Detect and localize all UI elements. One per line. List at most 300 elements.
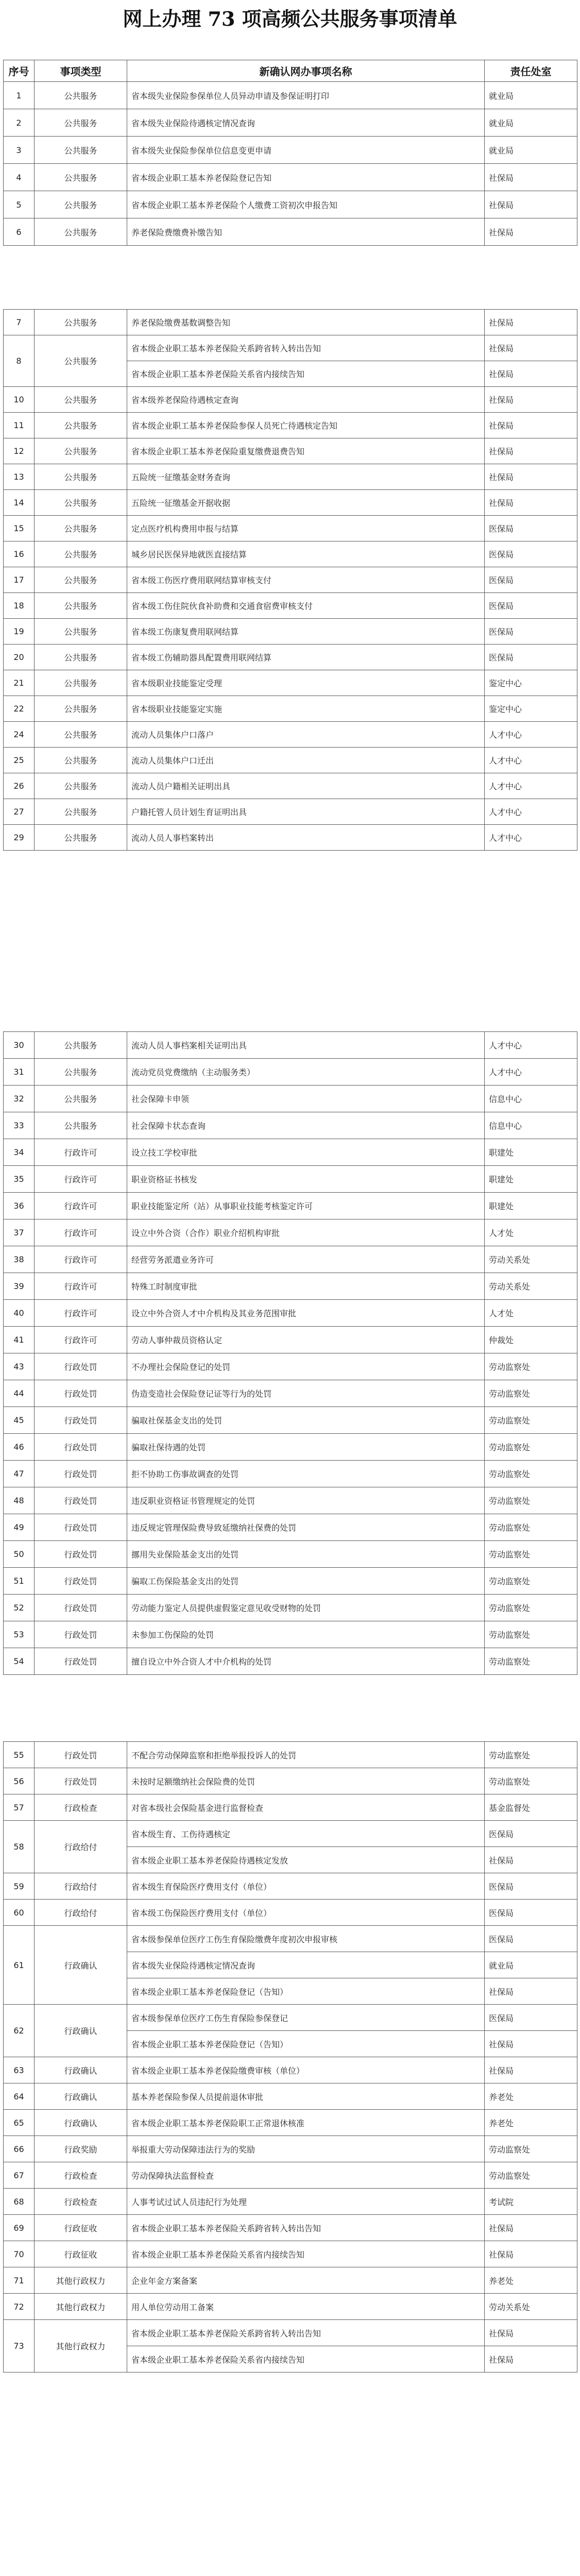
item-name: 养老保险缴费基数调整告知 bbox=[127, 310, 485, 335]
row-number: 19 bbox=[4, 619, 35, 645]
table-row bbox=[4, 2320, 577, 2346]
table-row bbox=[4, 1541, 577, 1568]
table-row bbox=[4, 1300, 577, 1327]
items-table-section bbox=[3, 60, 577, 246]
item-name: 不办理社会保险登记的处罚 bbox=[127, 1353, 485, 1380]
row-number: 58 bbox=[4, 1821, 35, 1873]
item-type: 公共服务 bbox=[35, 82, 127, 109]
responsible-dept: 信息中心 bbox=[485, 1086, 577, 1112]
row-number: 35 bbox=[4, 1166, 35, 1193]
item-type: 其他行政权力 bbox=[35, 2267, 127, 2294]
item-name: 省本级企业职工基本养老保险关系跨省转入转出告知 bbox=[127, 2320, 485, 2346]
table-row bbox=[4, 1112, 577, 1139]
table-row bbox=[4, 1353, 577, 1380]
responsible-dept: 社保局 bbox=[485, 2057, 577, 2083]
item-type: 公共服务 bbox=[35, 109, 127, 137]
row-number: 55 bbox=[4, 1742, 35, 1768]
responsible-dept: 劳动监察处 bbox=[485, 1595, 577, 1621]
item-name: 基本养老保险参保人员提前退休审批 bbox=[127, 2083, 485, 2110]
responsible-dept: 医保局 bbox=[485, 2005, 577, 2031]
responsible-dept: 劳动监察处 bbox=[485, 1742, 577, 1768]
item-type: 公共服务 bbox=[35, 593, 127, 619]
responsible-dept: 社保局 bbox=[485, 310, 577, 335]
row-number: 59 bbox=[4, 1873, 35, 1900]
table-row bbox=[4, 109, 577, 137]
row-number: 27 bbox=[4, 799, 35, 825]
row-number: 13 bbox=[4, 464, 35, 490]
item-type: 公共服务 bbox=[35, 773, 127, 799]
item-name: 未参加工伤保险的处罚 bbox=[127, 1621, 485, 1648]
table-row bbox=[4, 799, 577, 825]
item-type: 行政确认 bbox=[35, 2057, 127, 2083]
responsible-dept: 鉴定中心 bbox=[485, 696, 577, 722]
item-type: 行政许可 bbox=[35, 1246, 127, 1273]
responsible-dept: 社保局 bbox=[485, 413, 577, 438]
table-row bbox=[4, 2215, 577, 2241]
item-type: 公共服务 bbox=[35, 748, 127, 773]
row-number: 36 bbox=[4, 1193, 35, 1219]
table-row bbox=[4, 82, 577, 109]
row-number: 32 bbox=[4, 1086, 35, 1112]
row-number: 73 bbox=[4, 2320, 35, 2372]
table-row bbox=[4, 2189, 577, 2215]
item-name: 社会保障卡状态查询 bbox=[127, 1112, 485, 1139]
item-name: 养老保险费缴费补缴告知 bbox=[127, 218, 485, 246]
item-name: 劳动保障执法监督检查 bbox=[127, 2162, 485, 2189]
responsible-dept: 劳动监察处 bbox=[485, 2136, 577, 2162]
responsible-dept: 劳动监察处 bbox=[485, 1541, 577, 1568]
item-type: 行政处罚 bbox=[35, 1514, 127, 1541]
row-number: 5 bbox=[4, 191, 35, 218]
responsible-dept: 社保局 bbox=[485, 387, 577, 413]
item-type: 公共服务 bbox=[35, 1086, 127, 1112]
item-name: 不配合劳动保障监察和拒绝举报投诉人的处罚 bbox=[127, 1742, 485, 1768]
responsible-dept: 人才中心 bbox=[485, 799, 577, 825]
item-type: 行政给付 bbox=[35, 1873, 127, 1900]
table-row bbox=[4, 2110, 577, 2136]
item-type: 公共服务 bbox=[35, 645, 127, 670]
table-row bbox=[4, 1273, 577, 1300]
item-name: 省本级养老保险待遇核定查询 bbox=[127, 387, 485, 413]
table-row bbox=[4, 645, 577, 670]
responsible-dept: 职建处 bbox=[485, 1166, 577, 1193]
table-row bbox=[4, 1873, 577, 1900]
row-number: 50 bbox=[4, 1541, 35, 1568]
item-name: 设立中外合资人才中介机构及其业务范围审批 bbox=[127, 1300, 485, 1327]
item-name: 违反职业资格证书管理规定的处罚 bbox=[127, 1487, 485, 1514]
item-type: 行政确认 bbox=[35, 2083, 127, 2110]
row-number: 56 bbox=[4, 1768, 35, 1794]
row-number: 3 bbox=[4, 137, 35, 164]
table-row bbox=[4, 137, 577, 164]
responsible-dept: 劳动监察处 bbox=[485, 1768, 577, 1794]
responsible-dept: 劳动监察处 bbox=[485, 1353, 577, 1380]
item-type: 公共服务 bbox=[35, 310, 127, 335]
table-row bbox=[4, 1487, 577, 1514]
responsible-dept: 医保局 bbox=[485, 1900, 577, 1926]
row-number: 62 bbox=[4, 2005, 35, 2057]
item-name: 省本级参保单位医疗工伤生育保险缴费年度初次申报审核 bbox=[127, 1926, 485, 1952]
item-type: 行政许可 bbox=[35, 1193, 127, 1219]
item-name: 定点医疗机构费用申报与结算 bbox=[127, 516, 485, 541]
item-name: 省本级参保单位医疗工伤生育保险参保登记 bbox=[127, 2005, 485, 2031]
table-row bbox=[4, 2162, 577, 2189]
item-type: 行政许可 bbox=[35, 1219, 127, 1246]
table-row bbox=[4, 1900, 577, 1926]
responsible-dept: 职建处 bbox=[485, 1139, 577, 1166]
row-number: 34 bbox=[4, 1139, 35, 1166]
table-row bbox=[4, 2267, 577, 2294]
item-type: 行政处罚 bbox=[35, 1541, 127, 1568]
table-row bbox=[4, 1193, 577, 1219]
responsible-dept: 劳动监察处 bbox=[485, 1407, 577, 1434]
item-name: 职业技能鉴定所（站）从事职业技能考核鉴定许可 bbox=[127, 1193, 485, 1219]
row-number: 8 bbox=[4, 335, 35, 387]
item-name: 省本级工伤康复费用联网结算 bbox=[127, 619, 485, 645]
item-name: 省本级企业职工基本养老保险缴费审核（单位） bbox=[127, 2057, 485, 2083]
table-row bbox=[4, 1166, 577, 1193]
table-row bbox=[4, 670, 577, 696]
table-row bbox=[4, 2241, 577, 2267]
item-name: 社会保障卡申领 bbox=[127, 1086, 485, 1112]
item-name: 城乡居民医保异地就医直接结算 bbox=[127, 541, 485, 567]
table-row bbox=[4, 2057, 577, 2083]
row-number: 66 bbox=[4, 2136, 35, 2162]
row-number: 6 bbox=[4, 218, 35, 246]
row-number: 24 bbox=[4, 722, 35, 748]
responsible-dept: 医保局 bbox=[485, 593, 577, 619]
table-row bbox=[4, 164, 577, 191]
row-number: 46 bbox=[4, 1434, 35, 1461]
item-type: 行政处罚 bbox=[35, 1353, 127, 1380]
table-row bbox=[4, 1568, 577, 1595]
table-row bbox=[4, 1648, 577, 1675]
item-type: 公共服务 bbox=[35, 722, 127, 748]
table-row bbox=[4, 335, 577, 361]
item-name: 省本级企业职工基本养老保险待遇核定发放 bbox=[127, 1847, 485, 1873]
item-name: 企业年金方案备案 bbox=[127, 2267, 485, 2294]
item-name: 违反规定管理保险费导致延缴纳社保费的处罚 bbox=[127, 1514, 485, 1541]
item-type: 公共服务 bbox=[35, 567, 127, 593]
responsible-dept: 仲裁处 bbox=[485, 1327, 577, 1353]
row-number: 39 bbox=[4, 1273, 35, 1300]
item-type: 行政征收 bbox=[35, 2215, 127, 2241]
header-name: 新确认网办事项名称 bbox=[127, 60, 485, 82]
table-row bbox=[4, 490, 577, 516]
item-name: 设立技工学校审批 bbox=[127, 1139, 485, 1166]
responsible-dept: 人才中心 bbox=[485, 1032, 577, 1059]
item-type: 行政检查 bbox=[35, 1794, 127, 1821]
responsible-dept: 医保局 bbox=[485, 1926, 577, 1952]
responsible-dept: 社保局 bbox=[485, 2320, 577, 2346]
item-type: 行政处罚 bbox=[35, 1568, 127, 1595]
row-number: 43 bbox=[4, 1353, 35, 1380]
row-number: 33 bbox=[4, 1112, 35, 1139]
row-number: 44 bbox=[4, 1380, 35, 1407]
row-number: 30 bbox=[4, 1032, 35, 1059]
responsible-dept: 劳动监察处 bbox=[485, 1380, 577, 1407]
item-name: 挪用失业保险基金支出的处罚 bbox=[127, 1541, 485, 1568]
item-name: 流动人员人事档案转出 bbox=[127, 825, 485, 851]
item-name: 流动党员党费缴纳（主动服务类） bbox=[127, 1059, 485, 1086]
responsible-dept: 基金监督处 bbox=[485, 1794, 577, 1821]
responsible-dept: 劳动关系处 bbox=[485, 1273, 577, 1300]
table-row bbox=[4, 464, 577, 490]
responsible-dept: 劳动监察处 bbox=[485, 1514, 577, 1541]
responsible-dept: 就业局 bbox=[485, 109, 577, 137]
row-number: 52 bbox=[4, 1595, 35, 1621]
item-type: 公共服务 bbox=[35, 696, 127, 722]
row-number: 4 bbox=[4, 164, 35, 191]
table-row bbox=[4, 1821, 577, 1847]
responsible-dept: 养老处 bbox=[485, 2083, 577, 2110]
responsible-dept: 医保局 bbox=[485, 567, 577, 593]
item-name: 省本级生育保险医疗费用支付（单位） bbox=[127, 1873, 485, 1900]
table-row bbox=[4, 1380, 577, 1407]
item-type: 行政许可 bbox=[35, 1327, 127, 1353]
responsible-dept: 人才中心 bbox=[485, 748, 577, 773]
table-row bbox=[4, 413, 577, 438]
item-type: 行政确认 bbox=[35, 1926, 127, 2005]
table-row bbox=[4, 619, 577, 645]
item-name: 省本级工伤医疗费用联网结算审核支付 bbox=[127, 567, 485, 593]
item-name: 伪造变造社会保险登记证等行为的处罚 bbox=[127, 1380, 485, 1407]
item-name: 省本级职业技能鉴定受理 bbox=[127, 670, 485, 696]
row-number: 12 bbox=[4, 438, 35, 464]
responsible-dept: 社保局 bbox=[485, 164, 577, 191]
row-number: 21 bbox=[4, 670, 35, 696]
table-row bbox=[4, 773, 577, 799]
row-number: 11 bbox=[4, 413, 35, 438]
responsible-dept: 医保局 bbox=[485, 1821, 577, 1847]
responsible-dept: 人才中心 bbox=[485, 722, 577, 748]
item-name: 骗取社保基金支出的处罚 bbox=[127, 1407, 485, 1434]
item-type: 行政处罚 bbox=[35, 1621, 127, 1648]
item-name: 用人单位劳动用工备案 bbox=[127, 2294, 485, 2320]
item-type: 行政处罚 bbox=[35, 1487, 127, 1514]
item-type: 公共服务 bbox=[35, 516, 127, 541]
header-no: 序号 bbox=[4, 60, 35, 82]
item-type: 行政处罚 bbox=[35, 1648, 127, 1675]
item-name: 骗取工伤保险基金支出的处罚 bbox=[127, 1568, 485, 1595]
table-row bbox=[4, 1461, 577, 1487]
table-row bbox=[4, 1621, 577, 1648]
row-number: 29 bbox=[4, 825, 35, 851]
row-number: 67 bbox=[4, 2162, 35, 2189]
item-name: 未按时足额缴纳社会保险费的处罚 bbox=[127, 1768, 485, 1794]
table-row bbox=[4, 2136, 577, 2162]
row-number: 41 bbox=[4, 1327, 35, 1353]
responsible-dept: 社保局 bbox=[485, 490, 577, 516]
row-number: 54 bbox=[4, 1648, 35, 1675]
item-name: 省本级企业职工基本养老保险关系跨省转入转出告知 bbox=[127, 2215, 485, 2241]
table-row bbox=[4, 1742, 577, 1768]
table-row bbox=[4, 1059, 577, 1086]
row-number: 18 bbox=[4, 593, 35, 619]
item-type: 行政处罚 bbox=[35, 1742, 127, 1768]
table-row bbox=[4, 1086, 577, 1112]
table-header-row bbox=[4, 60, 577, 82]
item-type: 行政处罚 bbox=[35, 1380, 127, 1407]
row-number: 31 bbox=[4, 1059, 35, 1086]
item-type: 行政处罚 bbox=[35, 1461, 127, 1487]
item-type: 公共服务 bbox=[35, 1032, 127, 1059]
item-type: 行政奖励 bbox=[35, 2136, 127, 2162]
responsible-dept: 社保局 bbox=[485, 2241, 577, 2267]
item-type: 公共服务 bbox=[35, 191, 127, 218]
item-name: 省本级工伤住院伙食补助费和交通食宿费审核支付 bbox=[127, 593, 485, 619]
row-number: 69 bbox=[4, 2215, 35, 2241]
item-type: 行政许可 bbox=[35, 1273, 127, 1300]
responsible-dept: 劳动监察处 bbox=[485, 1648, 577, 1675]
item-name: 省本级企业职工基本养老保险关系省内接续告知 bbox=[127, 2241, 485, 2267]
item-type: 行政处罚 bbox=[35, 1595, 127, 1621]
row-number: 61 bbox=[4, 1926, 35, 2005]
responsible-dept: 就业局 bbox=[485, 82, 577, 109]
row-number: 47 bbox=[4, 1461, 35, 1487]
item-type: 公共服务 bbox=[35, 387, 127, 413]
row-number: 51 bbox=[4, 1568, 35, 1595]
responsible-dept: 人才中心 bbox=[485, 825, 577, 851]
responsible-dept: 劳动关系处 bbox=[485, 2294, 577, 2320]
item-type: 公共服务 bbox=[35, 164, 127, 191]
item-name: 省本级企业职工基本养老保险登记（告知） bbox=[127, 1978, 485, 2005]
table-row bbox=[4, 1514, 577, 1541]
item-name: 流动人员人事档案相关证明出具 bbox=[127, 1032, 485, 1059]
item-name: 举报重大劳动保障违法行为的奖励 bbox=[127, 2136, 485, 2162]
responsible-dept: 医保局 bbox=[485, 541, 577, 567]
responsible-dept: 就业局 bbox=[485, 1952, 577, 1978]
responsible-dept: 人才处 bbox=[485, 1300, 577, 1327]
item-name: 设立中外合资（合作）职业介绍机构审批 bbox=[127, 1219, 485, 1246]
row-number: 17 bbox=[4, 567, 35, 593]
row-number: 57 bbox=[4, 1794, 35, 1821]
item-name: 省本级企业职工基本养老保险关系省内接续告知 bbox=[127, 2346, 485, 2372]
item-name: 职业资格证书核发 bbox=[127, 1166, 485, 1193]
row-number: 68 bbox=[4, 2189, 35, 2215]
table-row bbox=[4, 191, 577, 218]
item-name: 省本级失业保险待遇核定情况查询 bbox=[127, 1952, 485, 1978]
item-type: 行政给付 bbox=[35, 1900, 127, 1926]
table-row bbox=[4, 1595, 577, 1621]
responsible-dept: 社保局 bbox=[485, 464, 577, 490]
header-type: 事项类型 bbox=[35, 60, 127, 82]
row-number: 10 bbox=[4, 387, 35, 413]
responsible-dept: 劳动监察处 bbox=[485, 1621, 577, 1648]
item-name: 户籍托管人员计划生育证明出具 bbox=[127, 799, 485, 825]
table-row bbox=[4, 1926, 577, 1952]
item-type: 行政处罚 bbox=[35, 1434, 127, 1461]
item-name: 省本级企业职工基本养老保险登记（告知） bbox=[127, 2031, 485, 2057]
item-name: 省本级企业职工基本养老保险关系跨省转入转出告知 bbox=[127, 335, 485, 361]
items-table-section bbox=[3, 1031, 577, 1675]
item-type: 行政许可 bbox=[35, 1139, 127, 1166]
item-type: 公共服务 bbox=[35, 670, 127, 696]
item-name: 流动人员集体户口迁出 bbox=[127, 748, 485, 773]
row-number: 26 bbox=[4, 773, 35, 799]
item-type: 公共服务 bbox=[35, 218, 127, 246]
item-type: 公共服务 bbox=[35, 137, 127, 164]
table-row bbox=[4, 438, 577, 464]
items-table-section bbox=[3, 1741, 577, 2372]
row-number: 48 bbox=[4, 1487, 35, 1514]
table-row bbox=[4, 1794, 577, 1821]
responsible-dept: 社保局 bbox=[485, 2031, 577, 2057]
item-name: 省本级失业保险参保单位人员异动申请及参保证明打印 bbox=[127, 82, 485, 109]
row-number: 7 bbox=[4, 310, 35, 335]
responsible-dept: 劳动监察处 bbox=[485, 1461, 577, 1487]
item-type: 公共服务 bbox=[35, 1059, 127, 1086]
item-name: 省本级工伤保险医疗费用支付（单位） bbox=[127, 1900, 485, 1926]
table-row bbox=[4, 567, 577, 593]
row-number: 65 bbox=[4, 2110, 35, 2136]
item-name: 拒不协助工伤事故调查的处罚 bbox=[127, 1461, 485, 1487]
table-row bbox=[4, 1032, 577, 1059]
items-table-section bbox=[3, 309, 577, 851]
item-type: 公共服务 bbox=[35, 619, 127, 645]
table-row bbox=[4, 696, 577, 722]
table-row bbox=[4, 2005, 577, 2031]
row-number: 2 bbox=[4, 109, 35, 137]
row-number: 71 bbox=[4, 2267, 35, 2294]
item-type: 公共服务 bbox=[35, 438, 127, 464]
row-number: 64 bbox=[4, 2083, 35, 2110]
item-type: 其他行政权力 bbox=[35, 2320, 127, 2372]
table-row bbox=[4, 1768, 577, 1794]
responsible-dept: 人才处 bbox=[485, 1219, 577, 1246]
responsible-dept: 医保局 bbox=[485, 516, 577, 541]
item-name: 劳动能力鉴定人员提供虚假鉴定意见收受财物的处罚 bbox=[127, 1595, 485, 1621]
item-type: 公共服务 bbox=[35, 1112, 127, 1139]
item-name: 省本级企业职工基本养老保险参保人员死亡待遇核定告知 bbox=[127, 413, 485, 438]
responsible-dept: 劳动监察处 bbox=[485, 1487, 577, 1514]
item-name: 人事考试过试人员违纪行为处理 bbox=[127, 2189, 485, 2215]
item-name: 省本级企业职工基本养老保险登记告知 bbox=[127, 164, 485, 191]
row-number: 20 bbox=[4, 645, 35, 670]
responsible-dept: 社保局 bbox=[485, 2346, 577, 2372]
item-name: 流动人员集体户口落户 bbox=[127, 722, 485, 748]
item-name: 省本级失业保险待遇核定情况查询 bbox=[127, 109, 485, 137]
row-number: 45 bbox=[4, 1407, 35, 1434]
item-name: 省本级工伤辅助器具配置费用联网结算 bbox=[127, 645, 485, 670]
table-row bbox=[4, 387, 577, 413]
item-type: 行政许可 bbox=[35, 1300, 127, 1327]
item-type: 行政给付 bbox=[35, 1821, 127, 1873]
item-name: 省本级企业职工基本养老保险职工正常退休核准 bbox=[127, 2110, 485, 2136]
item-type: 行政征收 bbox=[35, 2241, 127, 2267]
responsible-dept: 社保局 bbox=[485, 361, 577, 387]
row-number: 70 bbox=[4, 2241, 35, 2267]
table-row bbox=[4, 516, 577, 541]
row-number: 14 bbox=[4, 490, 35, 516]
table-row bbox=[4, 541, 577, 567]
responsible-dept: 社保局 bbox=[485, 335, 577, 361]
responsible-dept: 职建处 bbox=[485, 1193, 577, 1219]
row-number: 40 bbox=[4, 1300, 35, 1327]
item-type: 行政许可 bbox=[35, 1166, 127, 1193]
responsible-dept: 信息中心 bbox=[485, 1112, 577, 1139]
item-type: 行政处罚 bbox=[35, 1407, 127, 1434]
responsible-dept: 医保局 bbox=[485, 619, 577, 645]
row-number: 37 bbox=[4, 1219, 35, 1246]
item-type: 公共服务 bbox=[35, 825, 127, 851]
item-type: 公共服务 bbox=[35, 541, 127, 567]
item-type: 公共服务 bbox=[35, 464, 127, 490]
table-row bbox=[4, 2294, 577, 2320]
responsible-dept: 人才中心 bbox=[485, 773, 577, 799]
item-name: 省本级企业职工基本养老保险重复缴费退费告知 bbox=[127, 438, 485, 464]
row-number: 63 bbox=[4, 2057, 35, 2083]
